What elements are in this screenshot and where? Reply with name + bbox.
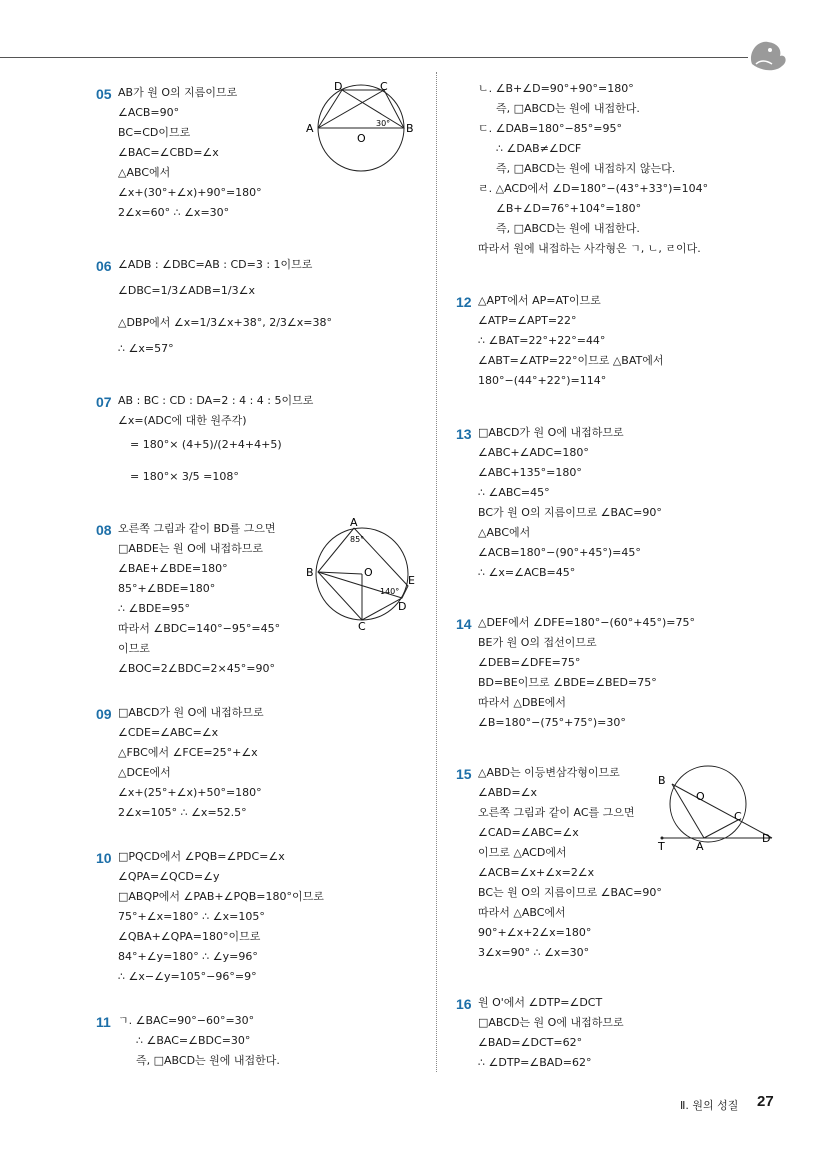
- problem-number: 07: [96, 394, 112, 410]
- fig-label: B: [306, 566, 314, 579]
- problem-number: 10: [96, 850, 112, 866]
- fig-label: C: [380, 80, 388, 93]
- fig-label: A: [306, 122, 314, 135]
- fig-label: C: [734, 810, 742, 823]
- solution-line: 따라서 ∠BDC=140°−95°=45°: [118, 622, 281, 635]
- solution-line: BC=CD이므로: [118, 126, 191, 139]
- solution-line: ∠BOC=2∠BDC=2×45°=90°: [118, 662, 275, 675]
- figure-05-circle: [306, 80, 416, 180]
- solution-line: ∠ABD=∠x: [478, 786, 537, 799]
- fig-label: C: [358, 620, 366, 630]
- solution-line: 오른쪽 그림과 같이 BD를 그으면: [118, 522, 276, 535]
- solution-line: = 180°× (4+5)/(2+4+4+5): [130, 438, 282, 451]
- solution-line: ㄱ. ∠BAC=90°−60°=30°: [118, 1014, 255, 1027]
- solution-line: ∴ ∠x=57°: [118, 342, 174, 355]
- solution-line: ∠DEB=∠DFE=75°: [478, 656, 581, 669]
- solution-line: 90°+∠x+2∠x=180°: [478, 926, 592, 939]
- solution-line: ∴ ∠BDE=95°: [118, 602, 191, 615]
- fig-label: E: [408, 574, 415, 587]
- solution-line: □ABCD는 원 O에 내접하므로: [478, 1016, 624, 1029]
- solution-line: 따라서 원에 내접하는 사각형은 ㄱ, ㄴ, ㄹ이다.: [478, 242, 701, 255]
- solution-line: ∴ ∠DTP=∠BAD=62°: [478, 1056, 592, 1069]
- solution-line: ∠QPA=∠QCD=∠y: [118, 870, 220, 883]
- fig-label: A: [696, 840, 704, 852]
- solution-line: 3∠x=90° ∴ ∠x=30°: [478, 946, 590, 959]
- solution-line: 즉, □ABCD는 원에 내접한다.: [496, 222, 640, 235]
- solution-line: = 180°× 3/5 =108°: [130, 470, 239, 483]
- fig-label: O: [696, 790, 705, 803]
- solution-line: 원 O'에서 ∠DTP=∠DCT: [478, 996, 603, 1009]
- solution-line: △ABC에서: [118, 166, 171, 179]
- solution-line: ∠CAD=∠ABC=∠x: [478, 826, 579, 839]
- chapter-footer: Ⅱ. 원의 성질: [680, 1099, 739, 1112]
- fig-label: T: [658, 840, 665, 852]
- fig-label: B: [658, 774, 666, 787]
- figure-08-circle: [306, 516, 418, 630]
- column-divider: [436, 72, 437, 1072]
- problem-number: 16: [456, 996, 472, 1012]
- solution-line: ∠ABT=∠ATP=22°이므로 △BAT에서: [478, 354, 664, 367]
- solution-line: ㄹ. △ACD에서 ∠D=180°−(43°+33°)=104°: [478, 182, 709, 195]
- solution-line: ∴ ∠x=∠ACB=45°: [478, 566, 576, 579]
- fig-label: D: [398, 600, 407, 613]
- solution-line: ∠CDE=∠ABC=∠x: [118, 726, 219, 739]
- solution-line: ∠ABC+135°=180°: [478, 466, 582, 479]
- solution-line: 즉, □ABCD는 원에 내접한다.: [136, 1054, 280, 1067]
- problem-number: 05: [96, 86, 112, 102]
- solution-line: ㄷ. ∠DAB=180°−85°=95°: [478, 122, 622, 135]
- solution-line: ∠BAE+∠BDE=180°: [118, 562, 228, 575]
- solution-line: 75°+∠x=180° ∴ ∠x=105°: [118, 910, 265, 923]
- solution-line: 오른쪽 그림과 같이 AC를 그으면: [478, 806, 635, 819]
- solution-line: △ABD는 이등변삼각형이므로: [478, 766, 620, 779]
- solution-line: △FBC에서 ∠FCE=25°+∠x: [118, 746, 258, 759]
- solution-line: △APT에서 AP=AT이므로: [478, 294, 601, 307]
- problem-number: 08: [96, 522, 112, 538]
- solution-line: △ABC에서: [478, 526, 531, 539]
- solution-line: ∠ADB : ∠DBC=AB : CD=3 : 1이므로: [118, 258, 313, 271]
- solution-line: □ABCD가 원 O에 내접하므로: [118, 706, 264, 719]
- solution-line: ∠QBA+∠QPA=180°이므로: [118, 930, 261, 943]
- solution-line: ㄴ. ∠B+∠D=90°+90°=180°: [478, 82, 634, 95]
- solution-line: □ABCD가 원 O에 내접하므로: [478, 426, 624, 439]
- solution-line: ∠x=(ADC에 대한 원주각): [118, 414, 247, 427]
- problem-number: 09: [96, 706, 112, 722]
- solution-line: 2∠x=60° ∴ ∠x=30°: [118, 206, 230, 219]
- solution-line: 85°+∠BDE=180°: [118, 582, 216, 595]
- solution-line: 즉, □ABCD는 원에 내접하지 않는다.: [496, 162, 676, 175]
- solution-line: BC가 원 O의 지름이므로 ∠BAC=90°: [478, 506, 662, 519]
- solution-line: ∠x+(30°+∠x)+90°=180°: [118, 186, 262, 199]
- solution-line: 이므로: [118, 642, 150, 655]
- solution-line: ∠ACB=90°: [118, 106, 180, 119]
- fig-label: 30°: [376, 119, 391, 128]
- solution-line: 84°+∠y=180° ∴ ∠y=96°: [118, 950, 258, 963]
- solution-line: ∴ ∠ABC=45°: [478, 486, 550, 499]
- fig-label: D: [334, 80, 343, 93]
- fig-label: 140°: [380, 587, 400, 596]
- solution-line: ∠x+(25°+∠x)+50°=180°: [118, 786, 262, 799]
- problem-number: 15: [456, 766, 472, 782]
- solution-line: ∠B=180°−(75°+75°)=30°: [478, 716, 626, 729]
- solution-line: AB가 원 O의 지름이므로: [118, 86, 238, 99]
- solution-line: △DCE에서: [118, 766, 171, 779]
- fig-label: O: [357, 132, 366, 145]
- solution-line: ∠ACB=180°−(90°+45°)=45°: [478, 546, 641, 559]
- solution-line: ∴ ∠x−∠y=105°−96°=9°: [118, 970, 257, 983]
- solution-line: ∠ABC+∠ADC=180°: [478, 446, 589, 459]
- solution-line: △DBP에서 ∠x=1/3∠x+38°, 2/3∠x=38°: [118, 316, 333, 329]
- solution-line: BD=BE이므로 ∠BDE=∠BED=75°: [478, 676, 657, 689]
- solution-line: 이므로 △ACD에서: [478, 846, 567, 859]
- fig-label: O: [364, 566, 373, 579]
- solution-line: □ABDE는 원 O에 내접하므로: [118, 542, 264, 555]
- solution-line: BE가 원 O의 접선이므로: [478, 636, 597, 649]
- solution-line: 2∠x=105° ∴ ∠x=52.5°: [118, 806, 247, 819]
- fig-label: D: [762, 832, 771, 845]
- solution-line: BC는 원 O의 지름이므로 ∠BAC=90°: [478, 886, 662, 899]
- problem-number: 14: [456, 616, 472, 632]
- solution-line: □PQCD에서 ∠PQB=∠PDC=∠x: [118, 850, 285, 863]
- fig-label: A: [350, 516, 358, 529]
- solution-line: ∴ ∠DAB≠∠DCF: [496, 142, 582, 155]
- solution-line: ∠BAD=∠DCT=62°: [478, 1036, 583, 1049]
- problem-number: 06: [96, 258, 112, 274]
- fig-label: 85°: [350, 535, 365, 544]
- squirrel-logo-icon: [746, 34, 790, 74]
- header-rule: [0, 57, 748, 58]
- solution-line: ∠BAC=∠CBD=∠x: [118, 146, 219, 159]
- solution-line: ∴ ∠BAC=∠BDC=30°: [136, 1034, 251, 1047]
- solution-line: 따라서 △DBE에서: [478, 696, 567, 709]
- problem-number: 12: [456, 294, 472, 310]
- problem-number: 11: [96, 1014, 111, 1030]
- solution-line: 따라서 △ABC에서: [478, 906, 566, 919]
- problem-number: 13: [456, 426, 472, 442]
- solution-line: △DEF에서 ∠DFE=180°−(60°+45°)=75°: [478, 616, 696, 629]
- fig-label: B: [406, 122, 414, 135]
- solution-line: 180°−(44°+22°)=114°: [478, 374, 607, 387]
- solution-line: ∠ACB=∠x+∠x=2∠x: [478, 866, 595, 879]
- solution-line: ∠ATP=∠APT=22°: [478, 314, 577, 327]
- solution-line: ∠B+∠D=76°+104°=180°: [496, 202, 642, 215]
- solution-line: □ABQP에서 ∠PAB+∠PQB=180°이므로: [118, 890, 324, 903]
- page-number: 27: [757, 1093, 774, 1110]
- solution-line: ∴ ∠BAT=22°+22°=44°: [478, 334, 606, 347]
- solution-line: AB : BC : CD : DA=2 : 4 : 4 : 5이므로: [118, 394, 314, 407]
- figure-15-circle: [654, 762, 776, 852]
- solution-line: ∠DBC=1/3∠ADB=1/3∠x: [118, 284, 255, 297]
- solution-line: 즉, □ABCD는 원에 내접한다.: [496, 102, 640, 115]
